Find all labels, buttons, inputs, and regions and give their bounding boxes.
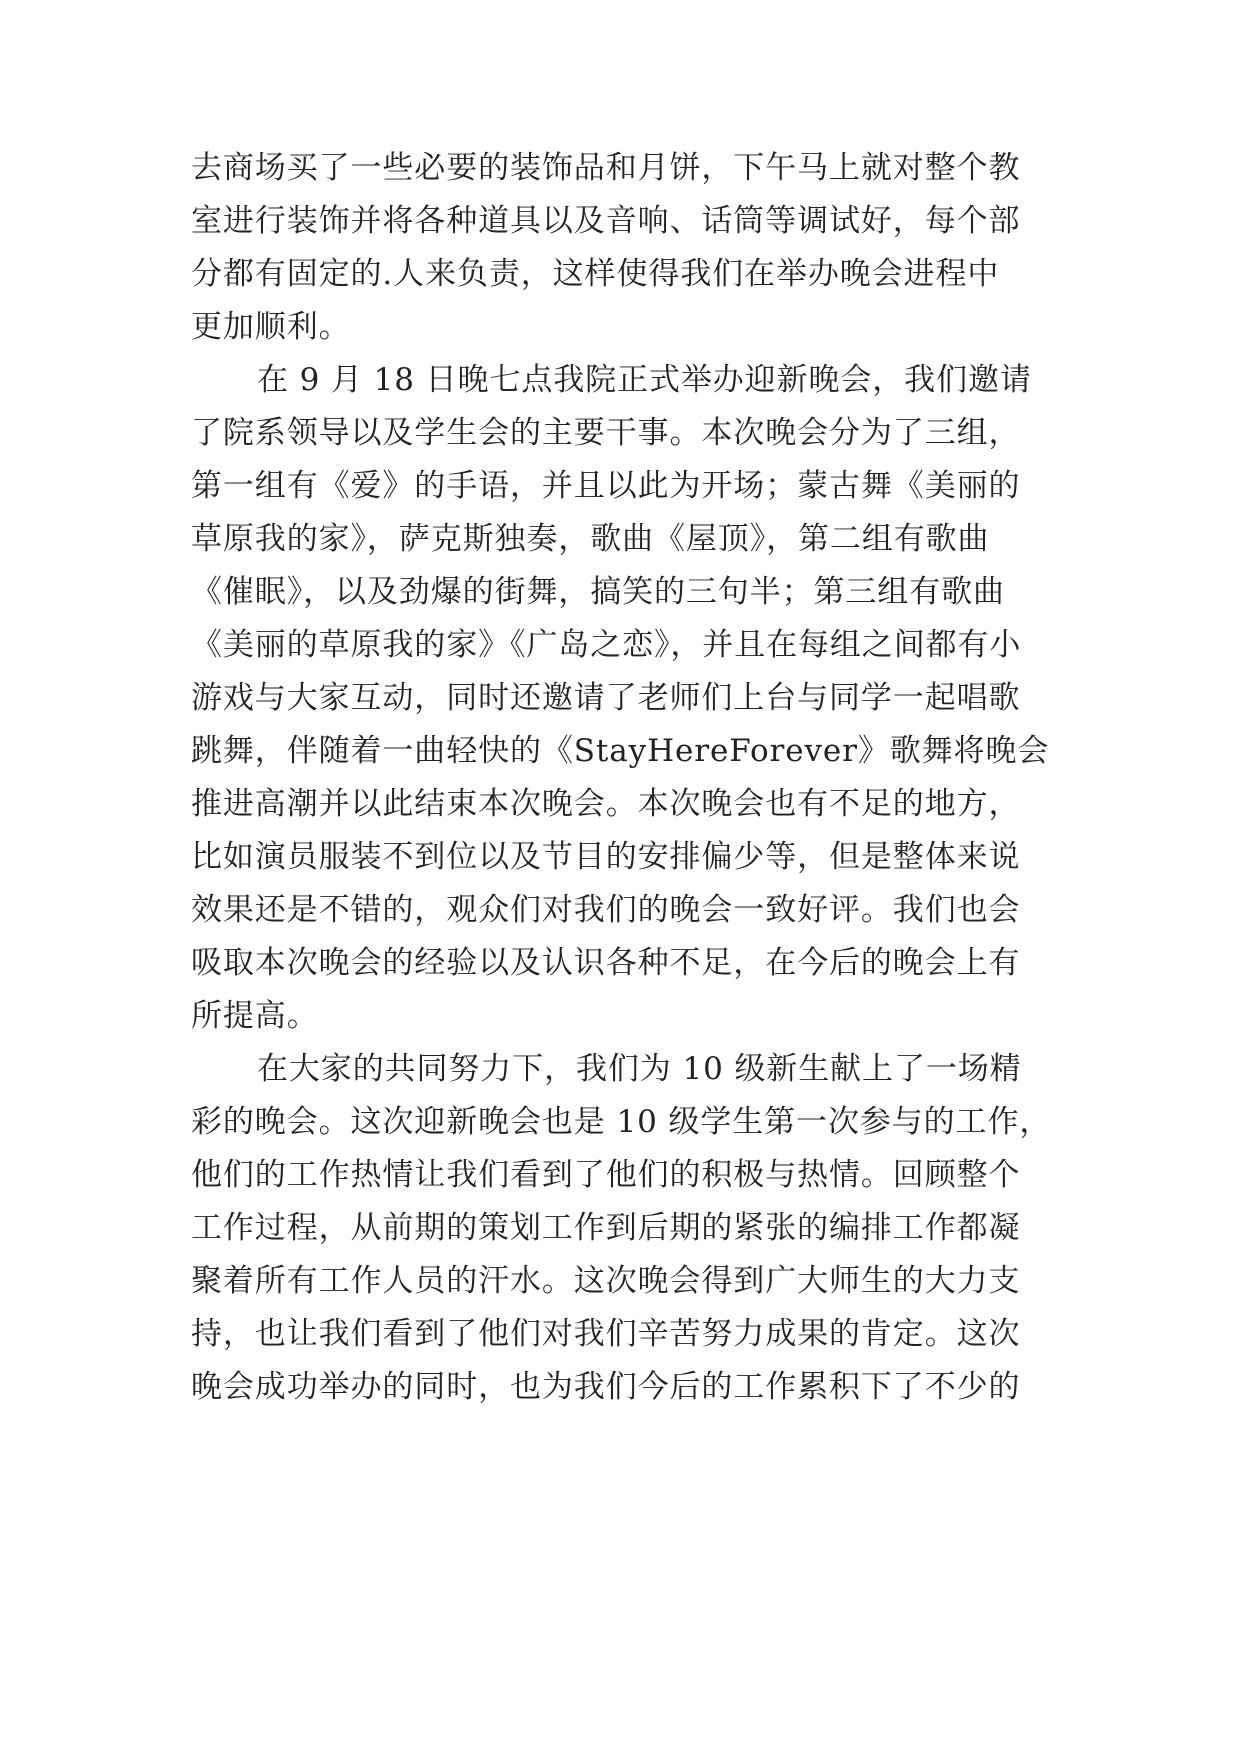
text-line: 工作过程，从前期的策划工作到后期的紧张的编排工作都凝 bbox=[191, 1210, 1021, 1246]
text-line: 晚会成功举办的同时，也为我们今后的工作累积下了不少的 bbox=[191, 1369, 1021, 1405]
text-line: 第一组有《爱》的手语，并且以此为开场；蒙古舞《美丽的 bbox=[191, 468, 1021, 504]
text-line: 草原我的家》，萨克斯独奏，歌曲《屋顶》，第二组有歌曲 bbox=[191, 521, 990, 557]
text-line: 去商场买了一些必要的装饰品和月饼，下午马上就对整个教 bbox=[191, 150, 1021, 186]
paragraph-first-line: 在 9 月 18 日晚七点我院正式举办迎新晚会，我们邀请 bbox=[257, 362, 1032, 398]
text-line: 推进高潮并以此结束本次晚会。本次晚会也有不足的地方， bbox=[191, 786, 1021, 822]
text-line: 了院系领导以及学生会的主要干事。本次晚会分为了三组， bbox=[191, 415, 1021, 451]
text-line: 比如演员服装不到位以及节目的安排偏少等，但是整体来说 bbox=[191, 839, 1021, 875]
text-line: 彩的晚会。这次迎新晚会也是 10 级学生第一次参与的工作， bbox=[191, 1104, 1052, 1140]
text-line: 更加顺利。 bbox=[191, 309, 351, 345]
text-line: 《催眠》，以及劲爆的街舞，搞笑的三句半；第三组有歌曲 bbox=[191, 574, 1005, 610]
text-line: 效果还是不错的，观众们对我们的晚会一致好评。我们也会 bbox=[191, 892, 1021, 928]
text-line: 所提高。 bbox=[191, 998, 319, 1034]
paragraph-first-line: 在大家的共同努力下，我们为 10 级新生献上了一场精 bbox=[257, 1051, 1022, 1087]
text-line: 聚着所有工作人员的汗水。这次晚会得到广大师生的大力支 bbox=[191, 1263, 1021, 1299]
text-line: 他们的工作热情让我们看到了他们的积极与热情。回顾整个 bbox=[191, 1157, 1021, 1193]
text-line: 吸取本次晚会的经验以及认识各种不足，在今后的晚会上有 bbox=[191, 945, 1021, 981]
text-line: 《美丽的草原我的家》《广岛之恋》，并且在每组之间都有小 bbox=[191, 627, 1022, 663]
text-line: 游戏与大家互动，同时还邀请了老师们上台与同学一起唱歌 bbox=[191, 680, 1021, 716]
text-line: 跳舞，伴随着一曲轻快的《StayHereForever》歌舞将晚会 bbox=[191, 733, 1050, 769]
text-line: 分都有固定的.人来负责，这样使得我们在举办晚会进程中 bbox=[191, 256, 1000, 292]
text-line: 持，也让我们看到了他们对我们辛苦努力成果的肯定。这次 bbox=[191, 1316, 1021, 1352]
text-line: 室进行装饰并将各种道具以及音响、话筒等调试好，每个部 bbox=[191, 203, 1021, 239]
